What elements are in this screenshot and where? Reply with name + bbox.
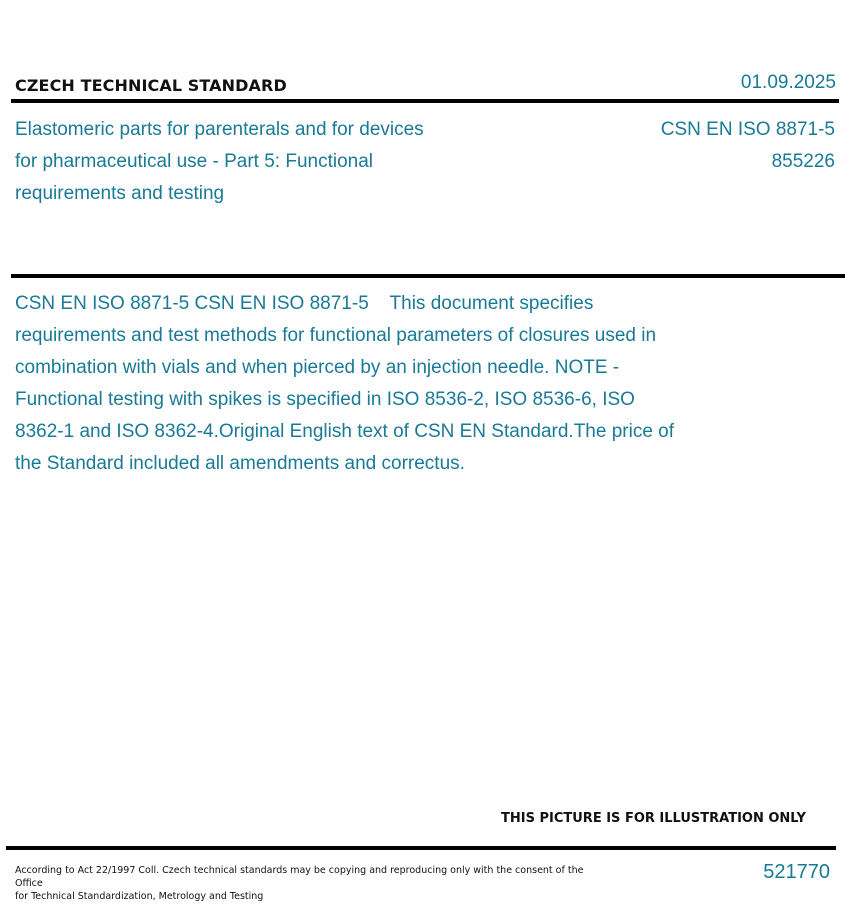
footer-divider [6, 846, 836, 850]
document-abstract: CSN EN ISO 8871-5 CSN EN ISO 8871-5 This document specifies requirements and test methods for functional parameters of closures used in combination with vials and when pierced by an injection needle. NOTE - Functional testing with spikes is specified in ISO 8536-2, ISO 8536-6, ISO 8362-1 and ISO 8362-4.Original English text of CSN EN Standard.The price of the Standard included all amendments and correctus. [15, 293, 680, 474]
illustration-disclaimer: THIS PICTURE IS FOR ILLUSTRATION ONLY [501, 811, 806, 826]
header-divider [11, 99, 839, 103]
legal-notice-line-2: for Technical Standardization, Metrology and Testing [15, 891, 264, 902]
legal-notice [15, 864, 585, 903]
section-divider [11, 274, 845, 278]
document-type-label: CZECH TECHNICAL STANDARD [15, 76, 287, 95]
document-title: Elastomeric parts for parenterals and for devices for pharmaceutical use - Part 5: Functional requirements and testing [15, 119, 424, 204]
publication-date: 01.09.2025 [740, 72, 836, 93]
catalog-number: 855226 [771, 151, 835, 172]
standard-identifiers [661, 114, 835, 178]
standard-number: CSN EN ISO 8871-5 [660, 119, 835, 140]
legal-notice-line-1: According to Act 22/1997 Coll. Czech technical standards may be copying and reproducing only with the consent of the Office [15, 865, 584, 889]
document-id: 521770 [763, 861, 830, 883]
